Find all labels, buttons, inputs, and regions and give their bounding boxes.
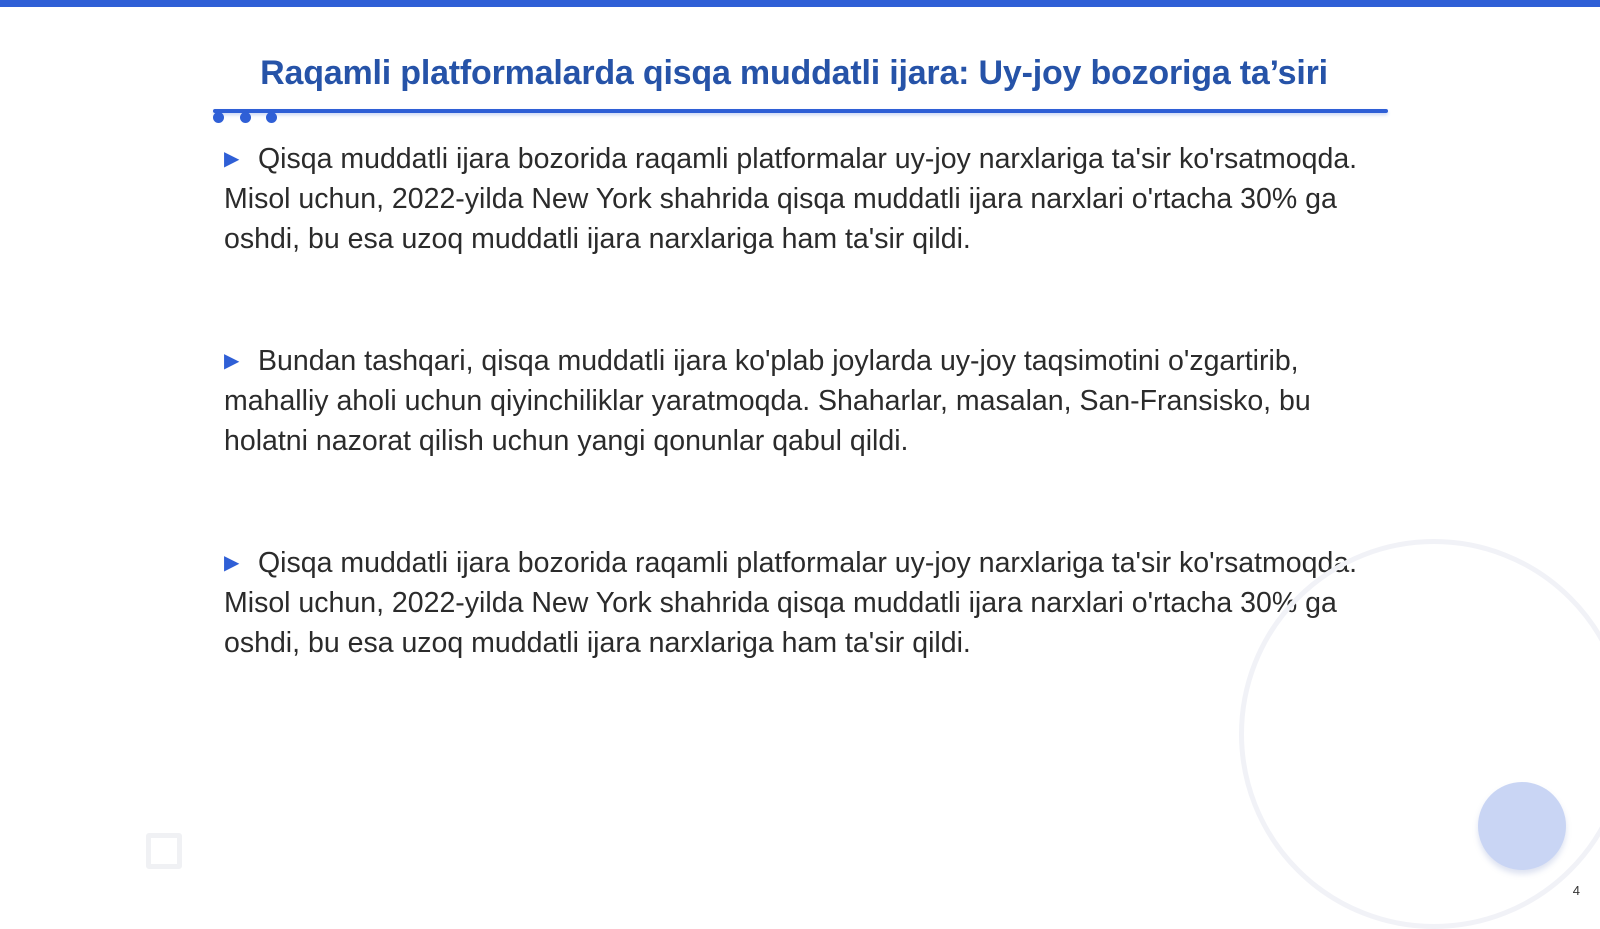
- bullet-text: Qisqa muddatli ijara bozorida raqamli platformalar uy-joy narxlariga ta'sir ko'rsatmoqda. Misol uchun, 2022-yilda New York shahrida qisqa muddatli ijara narxlari o'rtacha 30% ga oshdi, bu esa uzoq muddatli ijara narxlariga ham ta'sir qildi.: [224, 547, 1358, 659]
- title-underline: [213, 109, 1388, 113]
- decorative-ring: [1239, 539, 1600, 929]
- slide-title: Raqamli platformalarda qisqa muddatli ijara: Uy-joy bozoriga ta’siri: [260, 54, 1328, 92]
- triangle-bullet-icon: ▶: [224, 350, 240, 372]
- page-number: 4: [1572, 883, 1580, 898]
- bullet-item: [224, 139, 1384, 259]
- bullet-item: [224, 341, 1384, 461]
- bullet-item: [224, 543, 1384, 663]
- bullet-text: Qisqa muddatli ijara bozorida raqamli platformalar uy-joy narxlariga ta'sir ko'rsatmoqda. Misol uchun, 2022-yilda New York shahrida qisqa muddatli ijara narxlari o'rtacha 30% ga oshdi, bu esa uzoq muddatli ijara narxlariga ham ta'sir qildi.: [224, 143, 1358, 255]
- triangle-bullet-icon: ▶: [224, 148, 240, 170]
- decorative-dot: [213, 112, 224, 123]
- decorative-dot: [266, 112, 277, 123]
- decorative-dot: [240, 112, 251, 123]
- triangle-bullet-icon: ▶: [224, 552, 240, 574]
- decorative-circle: [1478, 782, 1566, 870]
- top-accent-bar: [0, 0, 1600, 7]
- bullet-text: Bundan tashqari, qisqa muddatli ijara ko'plab joylarda uy-joy taqsimotini o'zgartirib, mahalliy aholi uchun qiyinchiliklar yaratmoqda. Shaharlar, masalan, San-Fransisko, bu holatni nazorat qilish uchun yangi qonunlar qabul qildi.: [224, 345, 1311, 457]
- decorative-square: [146, 833, 182, 869]
- bullet-list: [224, 139, 1384, 663]
